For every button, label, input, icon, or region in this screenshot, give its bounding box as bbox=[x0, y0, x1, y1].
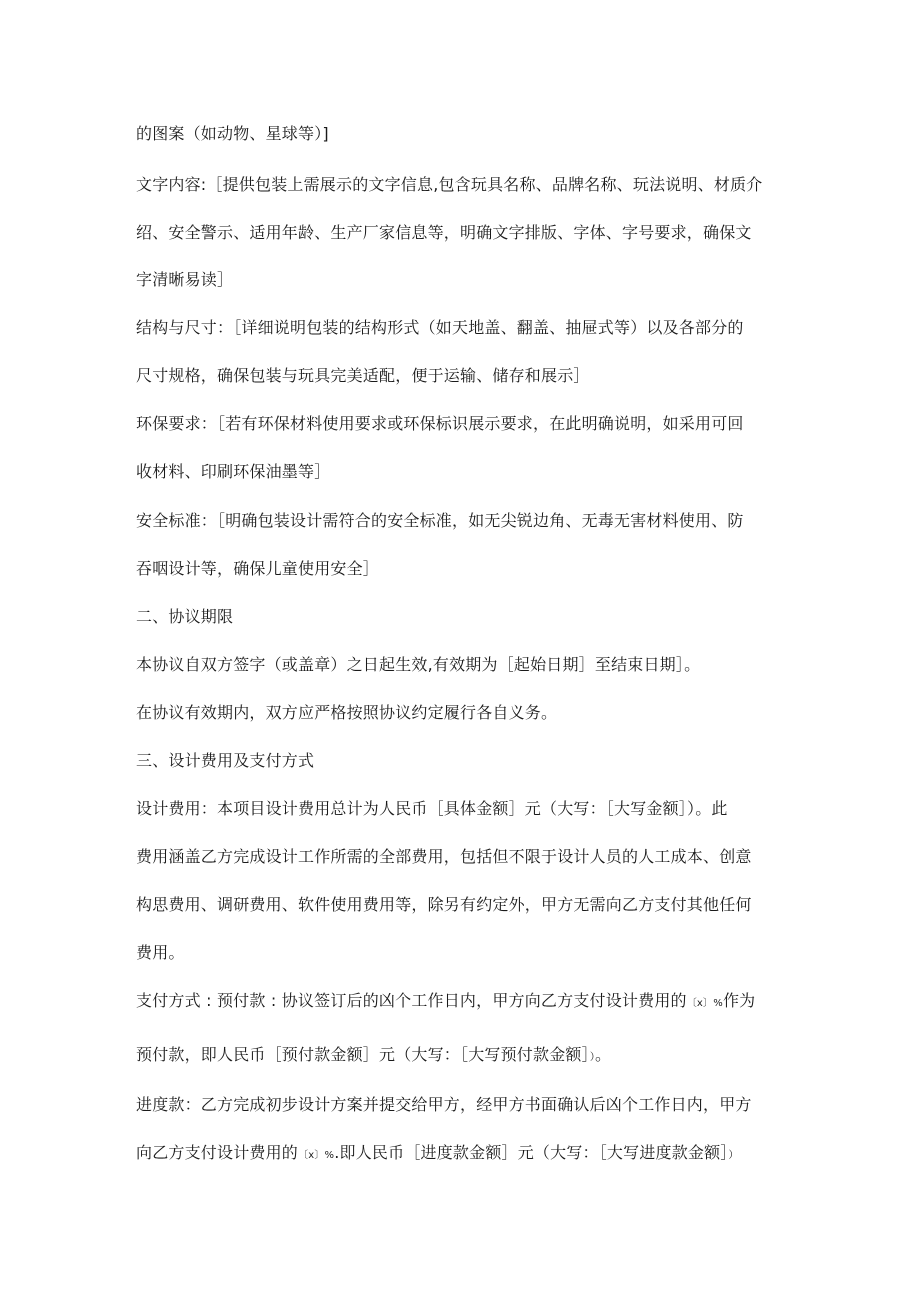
text-line-16: 费用涵盖乙方完成设计工作所需的全部费用，包括但不限于设计人员的人工成本、创意 bbox=[136, 847, 752, 866]
text-line-9: 安全标准：［明确包装设计需符合的安全标准，如无尖锐边角、无毒无害材料使用、防 bbox=[136, 511, 744, 530]
progress-percent-placeholder: 〔x〕% bbox=[298, 1150, 335, 1161]
text-line-18: 费用。 bbox=[136, 943, 185, 962]
progress-payment-text: 向乙方支付设计费用的 bbox=[136, 1143, 299, 1162]
payment-method-suffix: 作为 bbox=[722, 991, 756, 1010]
text-line-7: 环保要求：［若有环保材料使用要求或环保标识展示要求，在此明确说明，如采用可回 bbox=[136, 414, 744, 433]
progress-payment-line-2 bbox=[136, 1142, 739, 1167]
payment-percent-placeholder: 〔x〕% bbox=[686, 998, 723, 1009]
text-line-15: 设计费用：本项目设计费用总计为人民币［具体金额］元（大写：［大写金额］）。此 bbox=[136, 799, 728, 818]
text-line-1: 的图案（如动物、星球等）] bbox=[136, 124, 329, 143]
advance-payment-line bbox=[136, 1044, 611, 1069]
section-heading-fees: 三、设计费用及支付方式 bbox=[136, 751, 315, 770]
text-line-8: 收材料、印刷环保油墨等］ bbox=[136, 462, 331, 481]
payment-method-line bbox=[136, 990, 755, 1015]
payment-method-text: 支付方式 : 预付款 : 协议签订后的凶个工作日内，甲方向乙方支付设计费用的 bbox=[136, 991, 687, 1010]
section-heading-term: 二、协议期限 bbox=[136, 607, 234, 626]
text-line-6: 尺寸规格，确保包装与玩具完美适配，便于运输、储存和展示］ bbox=[136, 366, 590, 385]
text-line-4: 字清晰易读］ bbox=[136, 270, 234, 289]
text-line-10: 吞咽设计等，确保儿童使用安全］ bbox=[136, 559, 380, 578]
text-line-17: 构思费用、调研费用、软件使用费用等，除另有约定外，甲方无需向乙方支付其他任何 bbox=[136, 895, 752, 914]
text-line-3: 绍、安全警示、适用年龄、生产厂家信息等，明确文字排版、字体、字号要求，确保文 bbox=[136, 223, 752, 242]
progress-close-paren: ） bbox=[728, 1150, 739, 1161]
progress-payment-amount: .即人民币［进度款金额］元（大写：［大写进度款金额］ bbox=[334, 1143, 729, 1162]
advance-close-paren: ） bbox=[589, 1052, 596, 1063]
progress-payment-line: 进度款：乙方完成初步设计方案并提交给甲方，经甲方书面确认后凶个工作日内，甲方 bbox=[136, 1095, 752, 1114]
text-line-13: 在协议有效期内，双方应严格按照协议约定履行各自义务。 bbox=[136, 703, 558, 722]
text-line-2: 文字内容:［提供包装上需展示的文字信息,包含玩具名称、品牌名称、玩法说明、材质介 bbox=[136, 175, 763, 194]
text-line-12: 本协议自双方签字（或盖章）之日起生效,有效期为［起始日期］至结束日期］。 bbox=[136, 655, 701, 674]
advance-payment-text: 预付款，即人民币［预付款金额］元（大写：［大写预付款金额］ bbox=[136, 1045, 590, 1064]
text-line-5: 结构与尺寸：［详细说明包装的结构形式（如天地盖、翻盖、抽屉式等）以及各部分的 bbox=[136, 318, 744, 337]
advance-period: 。 bbox=[595, 1045, 612, 1064]
